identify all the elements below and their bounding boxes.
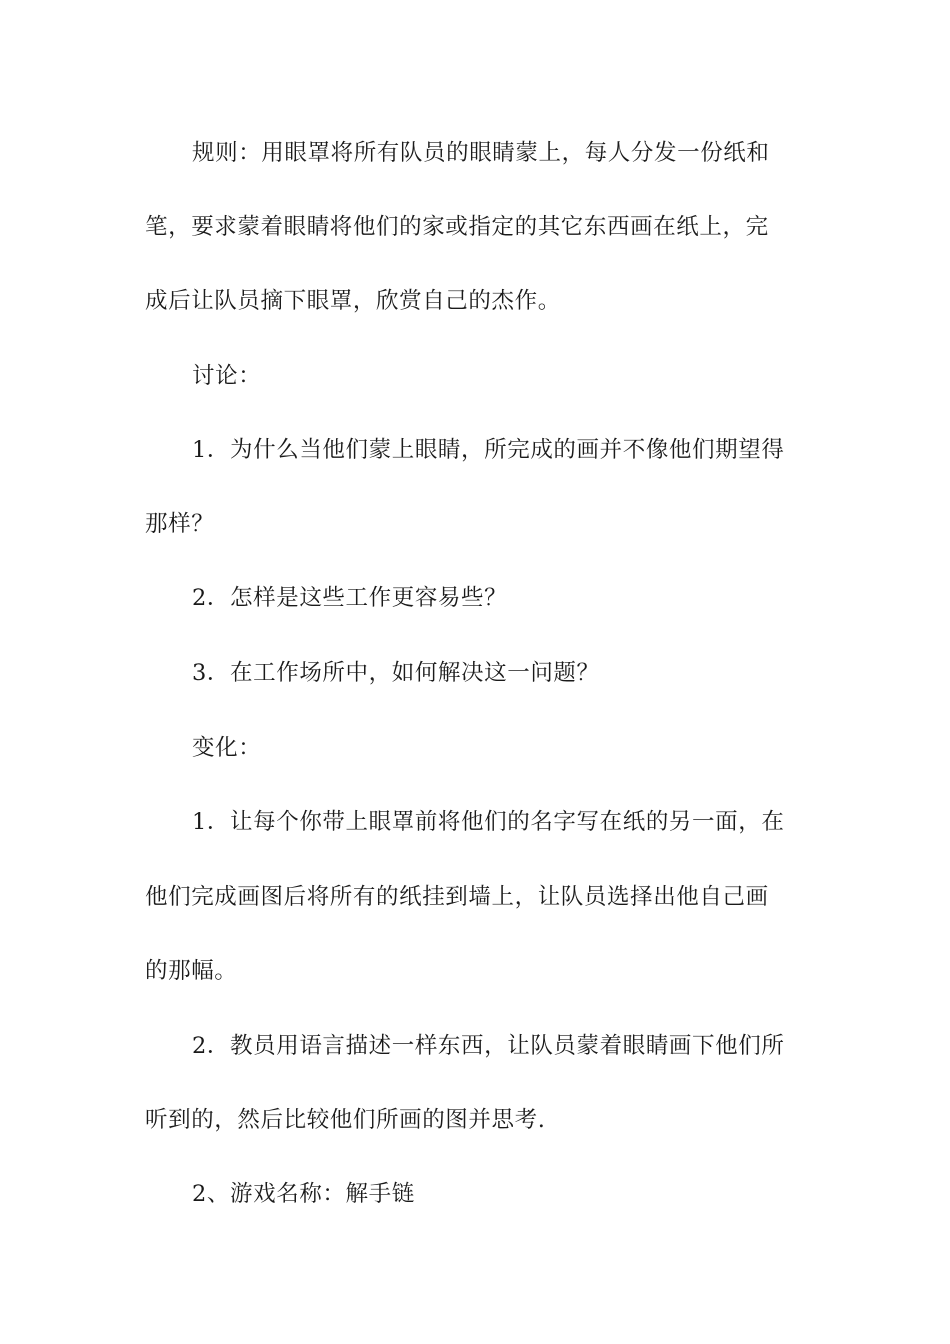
rules-paragraph-line-1: 规则：用眼罩将所有队员的眼睛蒙上，每人分发一份纸和 [192, 140, 770, 166]
variation-item-1-line-2: 他们完成画图后将所有的纸挂到墙上，让队员选择出他自己画 [145, 884, 769, 910]
discussion-item-3: 3．在工作场所中，如何解决这一问题？ [192, 660, 600, 686]
discussion-item-1-line-1: 1．为什么当他们蒙上眼睛，所完成的画并不像他们期望得 [192, 437, 785, 463]
game-title: 2、游戏名称：解手链 [192, 1181, 415, 1207]
variation-item-1-line-1: 1．让每个你带上眼罩前将他们的名字写在纸的另一面，在 [192, 809, 785, 835]
rules-paragraph-line-3: 成后让队员摘下眼罩，欣赏自己的杰作。 [145, 288, 561, 314]
discussion-item-1-line-2: 那样？ [145, 511, 215, 537]
discussion-item-2: 2．怎样是这些工作更容易些？ [192, 585, 508, 611]
variation-item-1-line-3: 的那幅。 [145, 958, 238, 984]
variation-heading: 变化： [192, 735, 262, 761]
variation-item-2-line-1: 2．教员用语言描述一样东西，让队员蒙着眼睛画下他们所 [192, 1033, 785, 1059]
rules-paragraph-line-2: 笔，要求蒙着眼睛将他们的家或指定的其它东西画在纸上，完 [145, 214, 769, 240]
variation-item-2-line-2: 听到的，然后比较他们所画的图并思考. [145, 1107, 546, 1133]
discussion-heading: 讨论： [192, 363, 262, 389]
